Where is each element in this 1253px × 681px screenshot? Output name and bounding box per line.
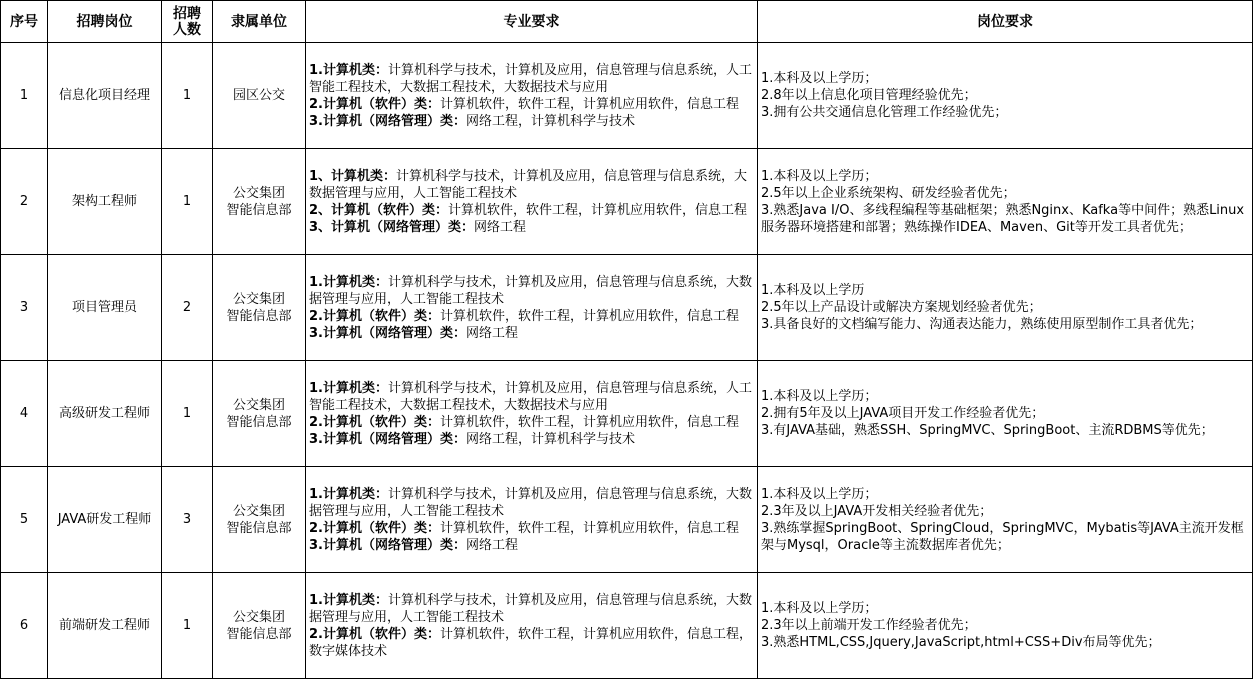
major-category-list: 计算机科学与技术，计算机及应用，信息管理与信息系统，人工智能工程技术，大数据工程技术，大数据技术与应用 [309, 380, 752, 413]
major-category-list: 网络工程 [465, 325, 518, 341]
requirement-item: 2.5年以上产品设计或解决方案规划经验者优先； [761, 300, 1042, 315]
cell-major [306, 149, 758, 255]
major-category-list: 网络工程，计算机科学与技术 [465, 431, 635, 447]
unit-line: 智能信息部 [226, 308, 292, 324]
cell-unit [213, 149, 306, 255]
major-category-list: 计算机软件，软件工程，计算机应用软件，信息工程 [439, 308, 739, 324]
unit-line: 公交集团 [232, 291, 285, 307]
major-category-list: 计算机软件，软件工程，计算机应用软件，信息工程 [439, 414, 739, 430]
requirement-item: 2.3年以上前端开发工作经验者优先； [761, 618, 977, 633]
major-category-list: 网络工程 [465, 537, 518, 553]
major-category-list: 网络工程，计算机科学与技术 [465, 113, 635, 129]
cell-seq: 6 [1, 573, 48, 679]
major-category-name: 3.计算机（网络管理）类： [309, 113, 466, 129]
major-category [309, 414, 754, 431]
table-row [1, 467, 1253, 573]
requirement-item: 1.本科及以上学历； [761, 71, 878, 86]
header-major: 专业要求 [306, 1, 758, 43]
major-category [309, 308, 754, 325]
major-category-name: 1.计算机类： [309, 486, 388, 502]
cell-unit [213, 467, 306, 573]
cell-count: 1 [162, 361, 213, 467]
cell-requirements [758, 573, 1253, 679]
major-category-list: 计算机科学与技术，计算机及应用，信息管理与信息系统，人工智能工程技术，大数据工程技术，大数据技术与应用 [309, 62, 752, 95]
major-category-name: 2、计算机（软件）类： [309, 202, 449, 218]
requirement-item: 1.本科及以上学历； [761, 486, 878, 502]
major-category-name: 3、计算机（网络管理）类： [309, 219, 475, 235]
requirement-item: 1.本科及以上学历； [761, 168, 878, 184]
header-position: 招聘岗位 [48, 1, 162, 43]
unit-line: 公交集团 [232, 609, 285, 625]
major-category-list: 网络工程 [474, 219, 527, 235]
major-category [309, 486, 754, 520]
table-row [1, 255, 1253, 361]
requirement-item: 1.本科及以上学历； [761, 389, 878, 404]
major-category-name: 3.计算机（网络管理）类： [309, 431, 466, 447]
cell-position: 架构工程师 [48, 149, 162, 255]
requirement-item: 3.熟练掌握SpringBoot、SpringCloud，SpringMVC，Mybatis等JAVA主流开发框架与Mysql，Oracle等主流数据库者优先； [761, 520, 1244, 553]
major-category [309, 168, 754, 202]
major-category-list: 计算机科学与技术，计算机及应用，信息管理与信息系统，大数据管理与应用，人工智能工程技术 [309, 168, 748, 201]
major-category-list: 计算机科学与技术，计算机及应用，信息管理与信息系统，大数据管理与应用，人工智能工程技术 [309, 486, 752, 519]
unit-line: 智能信息部 [226, 202, 292, 218]
major-category-name: 2.计算机（软件）类： [309, 414, 440, 430]
header-requirements: 岗位要求 [758, 1, 1253, 43]
major-category [309, 537, 754, 554]
major-category-name: 2.计算机（软件）类： [309, 96, 440, 112]
unit-line: 公交集团 [232, 185, 285, 201]
cell-requirements [758, 361, 1253, 467]
requirement-item: 1.本科及以上学历； [761, 601, 878, 616]
major-category-list: 计算机科学与技术，计算机及应用，信息管理与信息系统，大数据管理与应用，人工智能工程技术 [309, 592, 752, 625]
major-category [309, 592, 754, 626]
requirement-item: 3.拥有公共交通信息化管理工作经验优先； [761, 105, 1008, 120]
major-category [309, 325, 754, 342]
requirement-item: 3.熟悉Java I/O、多线程编程等基础框架；熟悉Nginx、Kafka等中间件；熟悉Linux服务器环境搭建和部署；熟练操作IDEA、Maven、Git等开发工具者优先； [761, 202, 1245, 235]
header-seq: 序号 [1, 1, 48, 43]
requirement-item: 2.3年及以上JAVA开发相关经验者优先； [761, 503, 993, 519]
major-category [309, 62, 754, 96]
cell-unit [213, 361, 306, 467]
cell-count: 3 [162, 467, 213, 573]
major-category-name: 1.计算机类： [309, 380, 388, 396]
cell-seq: 4 [1, 361, 48, 467]
unit-line: 智能信息部 [226, 520, 292, 536]
unit-line: 智能信息部 [226, 414, 292, 430]
cell-unit [213, 43, 306, 149]
cell-position: JAVA研发工程师 [48, 467, 162, 573]
major-category [309, 380, 754, 414]
cell-seq: 3 [1, 255, 48, 361]
cell-major [306, 361, 758, 467]
major-category-list: 计算机软件，软件工程，计算机应用软件，信息工程，数字媒体技术 [309, 626, 752, 659]
major-category-name: 2.计算机（软件）类： [309, 626, 440, 642]
major-category [309, 113, 754, 130]
cell-seq: 1 [1, 43, 48, 149]
major-category-name: 2.计算机（软件）类： [309, 520, 440, 536]
cell-unit [213, 255, 306, 361]
major-category [309, 96, 754, 113]
cell-count: 2 [162, 255, 213, 361]
unit-line: 公交集团 [232, 503, 285, 519]
cell-major [306, 467, 758, 573]
requirement-item: 2.5年以上企业系统架构、研发经验者优先； [761, 185, 1016, 201]
major-category-name: 2.计算机（软件）类： [309, 308, 440, 324]
major-category-name: 1.计算机类： [309, 62, 388, 78]
requirement-item: 3.熟悉HTML,CSS,Jquery,JavaScript,html+CSS+Div布局等优先； [761, 635, 1161, 650]
requirement-item: 3.有JAVA基础，熟悉SSH、SpringMVC、SpringBoot、主流RDBMS等优先； [761, 423, 1214, 438]
cell-requirements [758, 43, 1253, 149]
requirement-item: 2.8年以上信息化项目管理经验优先； [761, 88, 977, 103]
major-category-name: 3.计算机（网络管理）类： [309, 325, 466, 341]
major-category-name: 3.计算机（网络管理）类： [309, 537, 466, 553]
major-category [309, 202, 754, 219]
cell-count: 1 [162, 43, 213, 149]
major-category [309, 274, 754, 308]
cell-count: 1 [162, 149, 213, 255]
requirement-item: 2.拥有5年及以上JAVA项目开发工作经验者优先； [761, 406, 1045, 421]
cell-position: 项目管理员 [48, 255, 162, 361]
major-category-list: 计算机科学与技术，计算机及应用，信息管理与信息系统，大数据管理与应用，人工智能工程技术 [309, 274, 752, 307]
cell-major [306, 255, 758, 361]
header-count-line1: 招聘 [173, 5, 201, 22]
cell-count: 1 [162, 573, 213, 679]
major-category-list: 计算机软件，软件工程，计算机应用软件，信息工程 [448, 202, 748, 218]
table-body [1, 43, 1253, 679]
cell-seq: 5 [1, 467, 48, 573]
requirement-item: 3.具备良好的文档编写能力、沟通表达能力，熟练使用原型制作工具者优先； [761, 317, 1203, 332]
cell-requirements [758, 255, 1253, 361]
cell-unit [213, 573, 306, 679]
major-category [309, 431, 754, 448]
table-row [1, 149, 1253, 255]
header-unit: 隶属单位 [213, 1, 306, 43]
table-row [1, 573, 1253, 679]
cell-requirements [758, 149, 1253, 255]
unit-line: 园区公交 [232, 88, 285, 103]
requirement-item: 1.本科及以上学历 [761, 283, 865, 298]
header-row [1, 1, 1253, 43]
major-category-name: 1.计算机类： [309, 592, 388, 608]
cell-requirements [758, 467, 1253, 573]
table-row [1, 43, 1253, 149]
major-category-list: 计算机软件，软件工程，计算机应用软件，信息工程 [439, 96, 739, 112]
header-count [162, 1, 213, 43]
header-count-line2: 人数 [173, 21, 201, 38]
major-category [309, 626, 754, 660]
cell-position: 信息化项目经理 [48, 43, 162, 149]
major-category-name: 1.计算机类： [309, 274, 388, 290]
table-row [1, 361, 1253, 467]
major-category-list: 计算机软件，软件工程，计算机应用软件，信息工程 [439, 520, 739, 536]
cell-position: 高级研发工程师 [48, 361, 162, 467]
unit-line: 智能信息部 [226, 626, 292, 642]
major-category [309, 219, 754, 236]
unit-line: 公交集团 [232, 397, 285, 413]
cell-major [306, 43, 758, 149]
cell-major [306, 573, 758, 679]
major-category-name: 1、计算机类： [309, 168, 397, 184]
cell-seq: 2 [1, 149, 48, 255]
cell-position: 前端研发工程师 [48, 573, 162, 679]
major-category [309, 520, 754, 537]
